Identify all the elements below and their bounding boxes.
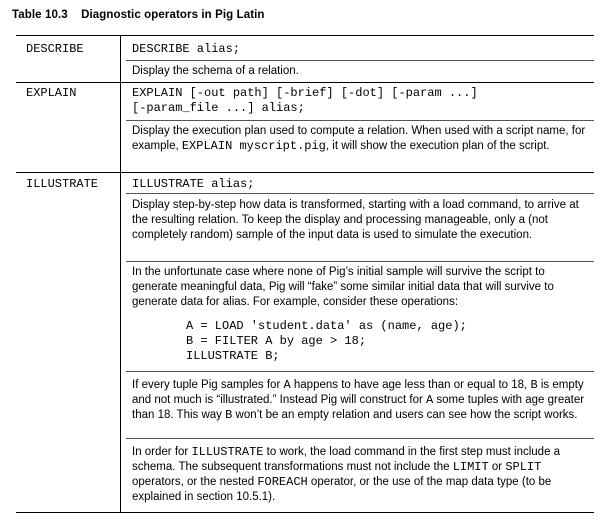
column-divider [120,36,121,512]
table-caption [12,9,265,21]
illustrate-code-line-1: A = LOAD 'student.data' as (name, age); [186,319,467,333]
explain-example-code: EXPLAIN myscript.pig [181,139,326,153]
row-separator [16,82,594,83]
row-divider [126,60,594,61]
describe-syntax: DESCRIBE alias; [132,42,241,56]
illustrate-paragraph-1: Display step-by-step how data is transformed, starting with a load command, to arrive at the resulting relation. To keep the display and processing manageable, only a (not completely random) sample of the input data is used to simulate the execution. [132,199,579,241]
explain-syntax-line1: EXPLAIN [-out path] [-brief] [-dot] [-param ...] [132,86,478,100]
illustrate-syntax: ILLUSTRATE alias; [132,177,255,191]
row-divider [126,371,594,372]
illustrate-paragraph-2: In the unfortunate case where none of Pig’s initial sample will survive the script to generate meaningful data, Pig will “fake” some similar initial data that will survive to generate data for alias. For example, consider these operations: [132,266,554,308]
row-divider [126,438,594,439]
row-divider [126,261,594,262]
diagnostic-operators-table [16,35,594,513]
table-title: Diagnostic operators in Pig Latin [81,9,265,21]
illustrate-paragraph-4: In order for ILLUSTRATE to work, the load command in the first step must include a schema. The subsequent transformations must not include the LIMIT or SPLIT operators, or the nested FOREACH operator, or the use of the map data type (to be explained in section 10.5.1). [132,445,561,503]
illustrate-code-line-3: ILLUSTRATE B; [186,349,280,363]
explain-description: Display the execution plan used to compute a relation. When used with a script name, for example, EXPLAIN myscript.pig, it will show the execution plan of the script. [132,125,586,153]
operator-illustrate: ILLUSTRATE [26,177,99,191]
operator-explain: EXPLAIN [26,86,77,100]
describe-description: Display the schema of a relation. [132,65,299,77]
illustrate-paragraph-3: If every tuple Pig samples for A happens to have age less than or equal to 18, B is empty and not much is “illustrated.” Instead Pig will construct for A some tuples with age greater than 18. This way B won’t be an empty relation and users can see how the script works. [132,378,585,422]
row-separator [16,172,594,173]
row-divider [126,120,594,121]
row-divider [126,193,594,194]
explain-syntax-line2: [-param_file ...] alias; [132,101,305,115]
table-number: Table 10.3 [12,9,68,21]
illustrate-code-line-2: B = FILTER A by age > 18; [186,334,367,348]
operator-describe: DESCRIBE [26,42,84,56]
